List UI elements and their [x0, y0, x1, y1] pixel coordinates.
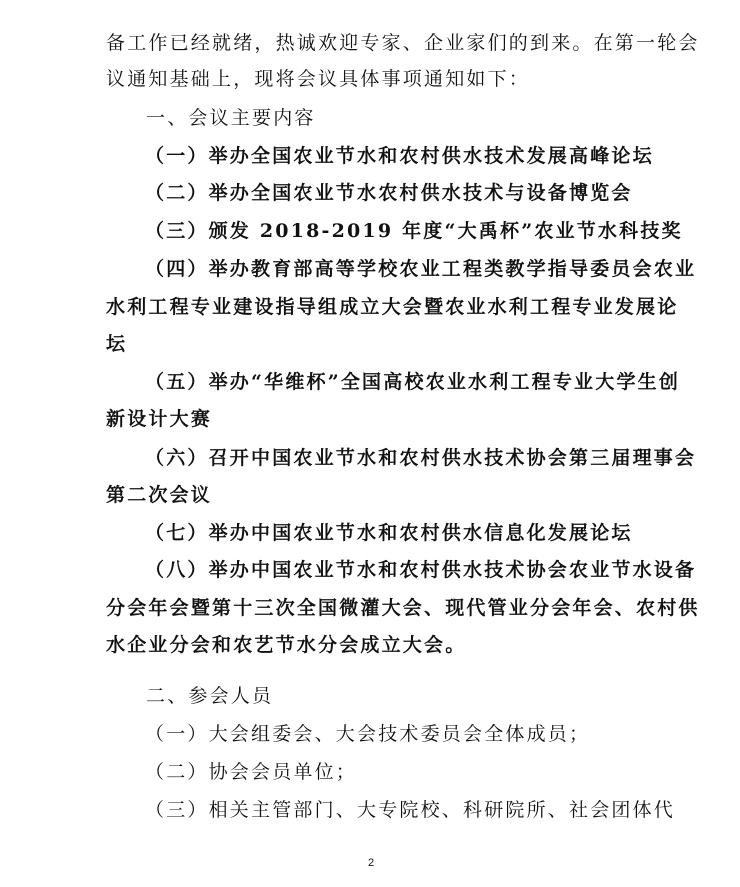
section-heading-2: 二、参会人员 [146, 685, 274, 707]
section-heading-1: 一、会议主要内容 [146, 107, 316, 129]
list-item-continued: 分会年会暨第十三次全国微灌大会、现代管业分会年会、农村供 [106, 597, 700, 619]
text-line: 议通知基础上，现将会议具体事项通知如下： [106, 68, 531, 90]
list-item: （四）举办教育部高等学校农业工程类教学指导委员会农业 [145, 258, 697, 280]
list-item: （二）协会会员单位； [145, 761, 358, 783]
list-item-continued: 水利工程专业建设指导组成立大会暨农业水利工程专业发展论 [106, 296, 679, 318]
page-number: 2 [368, 857, 375, 869]
list-item: （五）举办“华维杯”全国高校农业水利工程专业大学生创 [145, 371, 681, 393]
list-item: （六）召开中国农业节水和农村供水技术协会第三届理事会 [145, 447, 697, 469]
list-item-continued: 坛 [106, 333, 128, 355]
list-item: （三）颁发 2018-2019 年度“大禹杯”农业节水科技奖 [145, 220, 683, 242]
list-item: （一）举办全国农业节水和农村供水技术发展高峰论坛 [145, 145, 654, 167]
list-item: （八）举办中国农业节水和农村供水技术协会农业节水设备 [145, 559, 697, 581]
text-line: 备工作已经就绪，热诚欢迎专家、企业家们的到来。在第一轮会 [106, 32, 700, 54]
list-item: （三）相关主管部门、大专院校、科研院所、社会团体代 [145, 799, 676, 821]
list-item-continued: 第二次会议 [106, 484, 213, 506]
list-item: （一）大会组委会、大会技术委员会全体成员； [145, 723, 591, 745]
list-item-continued: 新设计大赛 [106, 408, 213, 430]
list-item: （七）举办中国农业节水和农村供水信息化发展论坛 [145, 522, 633, 544]
list-item-continued: 水企业分会和农艺节水分会成立大会。 [106, 634, 467, 656]
list-item: （二）举办全国农业节水农村供水技术与设备博览会 [145, 182, 633, 204]
